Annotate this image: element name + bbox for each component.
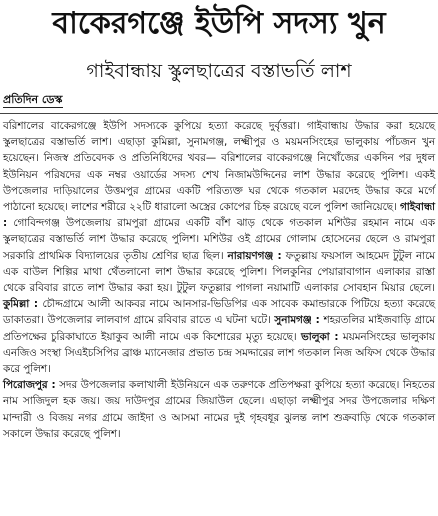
paragraph-pirojpur: সদর উপজেলার কলাখালী ইউনিয়নে এক তরুণকে প্রতিপক্ষরা কুপিয়ে হত্যা করেছে। নিহতের নাম সাজিদুল হক জয়। জয় দাউদপুর গ্রামের জিয়াউল ছেলে। এছাড়া লক্ষ্মীপুর সদর উপজেলার দক্ষিণ মান্দারী ও বিজয় নগর গ্রামে জাইদা ও আসমা নামের দুই গৃহবধূর ঝুলন্ত লাশ শুক্রবাড়ি থেকে গতকাল সকালে উদ্ধার করেছে পুলিশ।: [3, 379, 435, 440]
paragraph-comilla: চৌদ্দগ্রামে আলী আকবর নামে আনসার-ভিডিপির এক সাবেক কমান্ডারকে পিটিয়ে হত্যা করেছে ডাকাতরা। উপজেলার লালবাগ গ্রামে রবিবার রাতে এ ঘটনা ঘটে।: [3, 298, 435, 327]
byline: প্রতিদিন ডেস্ক: [3, 93, 63, 106]
dateline-gaibandha: গাইবান্ধা :: [3, 201, 435, 230]
separator-rule: [0, 113, 438, 114]
byline-underline: [3, 107, 63, 108]
dateline-bhaluka: ভালুকা :: [301, 330, 339, 343]
dateline-comilla: কুমিল্লা :: [3, 298, 39, 311]
dateline-pirojpur: পিরোজপুর :: [3, 379, 56, 392]
dateline-sunamganj: সুনামগঞ্জ :: [274, 314, 320, 327]
article-body: [3, 118, 435, 442]
article-intro: বরিশালের বাকেরগঞ্জে ইউপি সদস্যকে কুপিয়ে হত্যা করেছে দুর্বৃত্তরা। গাইবান্ধায় উদ্ধার করা হয়েছে স্কুলছাত্রের বস্তাভর্তি লাশ। এছাড়া কুমিল্লা, সুনামগঞ্জ, লক্ষ্মীপুর ও ময়মনসিংহের ভালুকায় পাঁচজন খুন হয়েছেন। নিজস্ব প্রতিবেদক ও প্রতিনিধিদের খবর— বরিশালের বাকেরগঞ্জে নিখোঁজের একদিন পর দুধল ইউনিয়ন পরিষদের এক নম্বর ওয়ার্ডের সদস্য শেখ নিজামউদ্দিনের লাশ উদ্ধার করেছে পুলিশ। একই উপজেলার দাড়িয়ালের উত্তমপুর গ্রামের একটি পরিত্যক্ত ঘর থেকে গতকাল মরদেহ উদ্ধার করে মর্গে পাঠানো হয়েছে। লাশের শরীরে ২২টি ধারালো অস্ত্রের কোপের চিহ্ন রয়েছে বলে পুলিশ জানিয়েছে।: [3, 120, 435, 214]
paragraph-sunamganj: শহরতলির মাইজবাড়ি গ্রামে প্রতিপক্ষের চুরিকাঘাতে ইয়াকুব আলী নামে এক কিশোরের মৃত্যু হয়েছে।: [3, 314, 435, 343]
headline: বাকেরগঞ্জে ইউপি সদস্য খুন: [52, 6, 386, 41]
subheadline: গাইবান্ধায় স্কুলছাত্রের বস্তাভর্তি লাশ: [86, 60, 352, 82]
paragraph-narayanganj: ফতুল্লায় ফয়সাল আহমেদ টুটুল নামে এক বাউল শিল্পির মাথা থেঁতলানো লাশ উদ্ধার করেছে পুলিশ। পিলকুনির পেয়ারাবাগান এলাকার রাস্তা থেকে রবিবার রাতে লাশ উদ্ধার করা হয়। টুটুল ফতুল্লার পাগলা নয়ামাটি এলাকার সোবহান মিয়ার ছেলে।: [3, 249, 435, 295]
paragraph-bhaluka: ময়মনসিংহের ভালুকায় এনজিও সংস্থা সিএইচসিপির ব্রাঞ্চ ম্যানেজার প্রভাত চন্দ্র সমদ্দারের লাশ গতকাল নিজ অফিস থেকে উদ্ধার করে পুলিশ।: [3, 330, 435, 376]
dateline-narayanganj: নারায়ণগঞ্জ :: [227, 249, 282, 262]
paragraph-gaibandha: গোবিন্দগঞ্জ উপজেলায় রামপুরা গ্রামের একটি বাঁশ ঝাড় থেকে গতকাল মশিউর রহমান নামে এক স্কুলছাত্রের বস্তাভর্তি লাশ উদ্ধার করেছে পুলিশ। মশিউর ওই গ্রামের গোলাম হোসেনের ছেলে ও রামপুরা সরকারি প্রাথমিক বিদ্যালয়ের তৃতীয় শ্রেণির ছাত্র ছিল।: [3, 217, 435, 262]
